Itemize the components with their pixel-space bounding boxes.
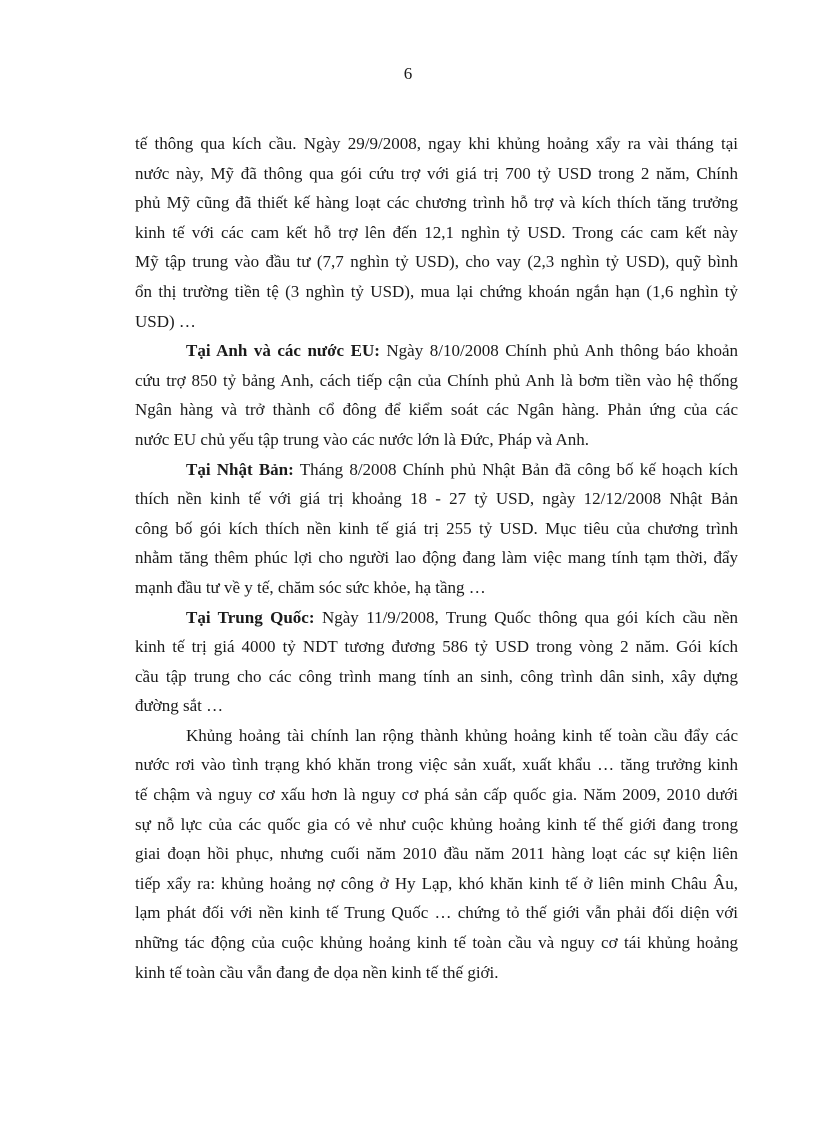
text-line: cầu tập trung cho các công trình mang tính an sinh, công trình dân sinh, xây dựng bbox=[135, 666, 738, 686]
text-line: phủ Mỹ cũng đã thiết kế hàng loạt các chương trình hỗ trợ và kích thích tăng trưởng bbox=[135, 193, 738, 213]
paragraph-usa bbox=[135, 129, 738, 336]
text-segment: Ngày 8/10/2008 Chính phủ Anh thông báo khoản bbox=[379, 341, 739, 361]
paragraph-global-crisis bbox=[135, 721, 738, 987]
body-text bbox=[135, 129, 738, 987]
text-line: kinh tế với các cam kết hỗ trợ lên đến 12,1 nghìn tỷ USD. Trong các cam kết này bbox=[135, 222, 738, 242]
text-line: ổn thị trường tiền tệ (3 nghìn tỷ USD), mua lại chứng khoán ngắn hạn (1,6 nghìn tỷ bbox=[135, 281, 738, 301]
paragraph-uk-eu bbox=[135, 336, 738, 454]
text-line: nước rơi vào tình trạng khó khăn trong việc sản xuất, xuất khẩu … tăng trưởng kinh bbox=[135, 755, 738, 775]
text-line: công bố gói kích thích nền kinh tế giá trị 255 tỷ USD. Mục tiêu của chương trình bbox=[135, 518, 738, 538]
text-line: Mỹ tập trung vào đầu tư (7,7 nghìn tỷ USD), cho vay (2,3 nghìn tỷ USD), quỹ bình bbox=[135, 252, 738, 272]
text-line: tế thông qua kích cầu. Ngày 29/9/2008, ngay khi khủng hoảng xẩy ra vài tháng tại bbox=[135, 134, 738, 153]
text-line: thích nền kinh tế với giá trị khoảng 18 - 27 tỷ USD, ngày 12/12/2008 Nhật Bản bbox=[135, 489, 738, 509]
paragraph-lead: Tại Trung Quốc: bbox=[186, 607, 315, 627]
paragraph-lead: Tại Anh và các nước EU: bbox=[186, 341, 380, 361]
text-line: mạnh đầu tư về y tế, chăm sóc sức khỏe, hạ tầng … bbox=[135, 577, 486, 597]
text-line: kinh tế trị giá 4000 tỷ NDT tương đương 586 tỷ USD trong vòng 2 năm. Gói kích bbox=[135, 637, 738, 657]
text-line-first bbox=[135, 455, 738, 485]
paragraph-japan bbox=[135, 455, 738, 603]
text-line: đường sắt … bbox=[135, 696, 224, 716]
text-line-first bbox=[135, 336, 738, 366]
text-line: cứu trợ 850 tỷ bảng Anh, cách tiếp cận của Chính phủ Anh là bơm tiền vào hệ thống bbox=[135, 370, 738, 390]
text-line: nước EU chủ yếu tập trung vào các nước lớn là Đức, Pháp và Anh. bbox=[135, 429, 589, 449]
text-line: lạm phát đối với nền kinh tế Trung Quốc … chứng tỏ thế giới vẫn phải đối diện với bbox=[135, 903, 738, 923]
page-number: 6 bbox=[403, 64, 413, 83]
text-line-first bbox=[135, 603, 738, 633]
text-line: nước này, Mỹ đã thông qua gói cứu trợ với giá trị 700 tỷ USD trong 2 năm, Chính bbox=[135, 163, 738, 183]
text-line: kinh tế toàn cầu vẫn đang đe dọa nền kinh tế thế giới. bbox=[135, 962, 499, 982]
text-line: tiếp xẩy ra: khủng hoảng nợ công ở Hy Lạp, khó khăn kinh tế ở liên minh Châu Âu, bbox=[135, 873, 738, 893]
text-line: sự nỗ lực của các quốc gia có vẻ như cuộc khủng hoảng kinh tế thế giới đang trong bbox=[135, 814, 738, 834]
paragraph-china bbox=[135, 603, 738, 721]
text-line: những tác động của cuộc khủng hoảng kinh tế toàn cầu và nguy cơ tái khủng hoảng bbox=[135, 933, 738, 953]
text-segment: Tháng 8/2008 Chính phủ Nhật Bản đã công bố kế hoạch kích bbox=[293, 459, 738, 479]
text-line-first: Khủng hoảng tài chính lan rộng thành khủng hoảng kinh tế toàn cầu đẩy các bbox=[186, 725, 738, 745]
text-line: Ngân hàng và trở thành cổ đông để kiểm soát các Ngân hàng. Phản ứng của các bbox=[135, 400, 738, 420]
text-line: nhằm tăng thêm phúc lợi cho người lao động đang làm việc mang tính tạm thời, đẩy bbox=[135, 548, 738, 568]
text-line: tế chậm và nguy cơ xấu hơn là nguy cơ phá sản cấp quốc gia. Năm 2009, 2010 dưới bbox=[135, 785, 738, 805]
paragraph-lead: Tại Nhật Bản: bbox=[186, 459, 294, 479]
text-segment: Ngày 11/9/2008, Trung Quốc thông qua gói kích cầu nền bbox=[314, 607, 739, 627]
text-line: USD) … bbox=[135, 311, 196, 331]
text-line: giai đoạn hồi phục, nhưng cuối năm 2010 đầu năm 2011 hàng loạt các sự kiện liên bbox=[135, 844, 738, 864]
